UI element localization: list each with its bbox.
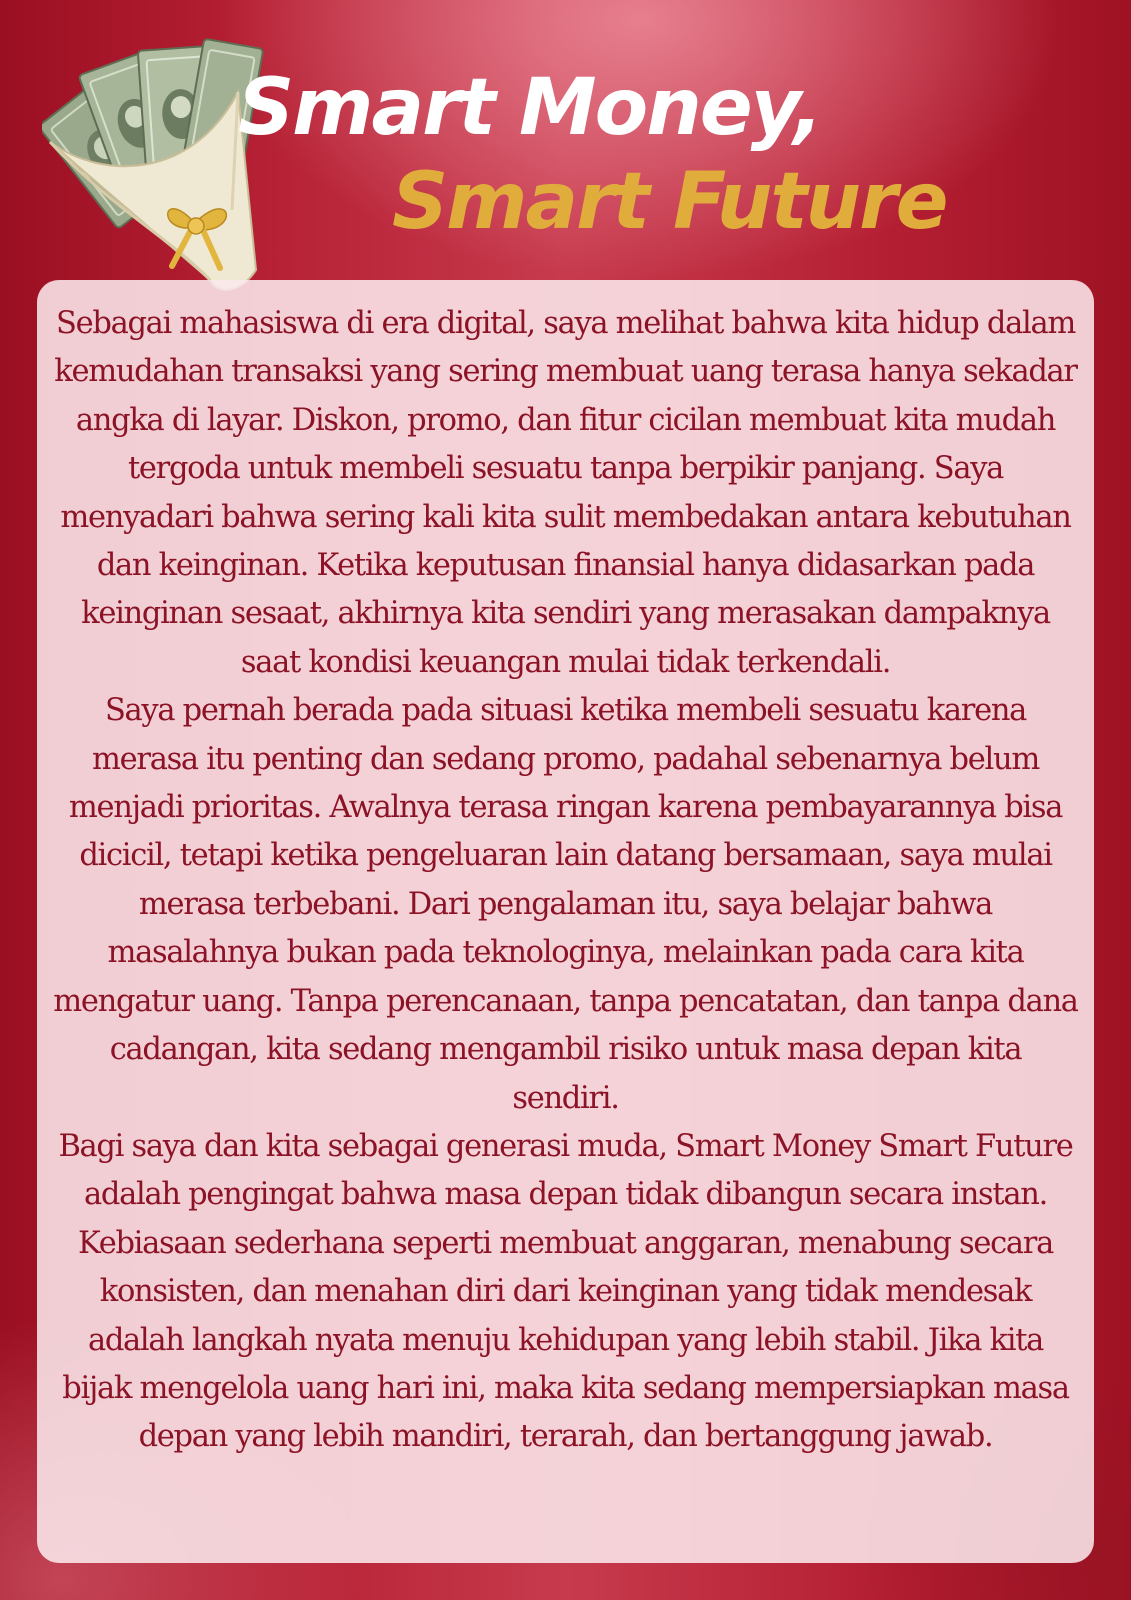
paragraph-1: Sebagai mahasiswa di era digital, saya melihat bahwa kita hidup dalam kemudahan transaksi yang sering membuat uang terasa hanya sekadar angka di layar. Diskon, promo, dan fitur cicilan membuat kita mudah tergoda untuk membeli sesuatu tanpa berpikir panjang. Saya menyadari bahwa sering kali kita sulit membedakan antara kebutuhan dan keinginan. Ketika keputusan finansial hanya didasarkan pada keinginan sesaat, akhirnya kita sendiri yang merasakan dampaknya saat kondisi keuangan mulai tidak terkendali. bbox=[54, 306, 1077, 680]
title-line-1: Smart Money, bbox=[238, 63, 822, 153]
essay-card bbox=[37, 280, 1094, 1563]
paragraph-3: Bagi saya dan kita sebagai generasi muda, Smart Money Smart Future adalah pengingat bahwa masa depan tidak dibangun secara instan. Kebiasaan sederhana seperti membuat anggaran, menabung secara konsisten, dan menahan diri dari keinginan yang tidak mendesak adalah langkah nyata menuju kehidupan yang lebih stabil. Jika kita bijak mengelola uang hari ini, maka kita sedang mempersiapkan masa depan yang lebih mandiri, terarah, dan bertanggung jawab. bbox=[58, 1128, 1073, 1455]
title-line-2: Smart Future bbox=[392, 157, 947, 247]
paragraph-2: Saya pernah berada pada situasi ketika membeli sesuatu karena merasa itu penting dan sedang promo, padahal sebenarnya belum menjadi prioritas. Awalnya terasa ringan karena pembayarannya bisa dicicil, tetapi ketika pengeluaran lain datang bersamaan, saya mulai merasa terbebani. Dari pengalaman itu, saya belajar bahwa masalahnya bukan pada teknologinya, melainkan pada cara kita mengatur uang. Tanpa perencanaan, tanpa pencatatan, dan tanpa dana cadangan, kita sedang mengambil risiko untuk masa depan kita sendiri. bbox=[53, 693, 1078, 1116]
